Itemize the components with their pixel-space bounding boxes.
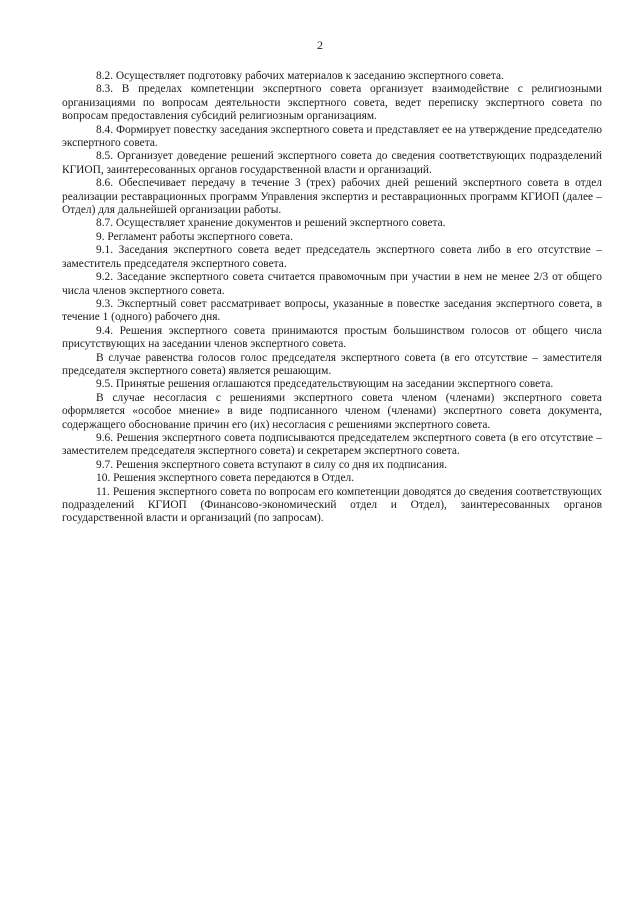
paragraph-11: 11. Решения экспертного совета по вопросам его компетенции доводятся до сведения соответствующих подразделений КГИОП (Финансово-экономический отдел и Отдел), заинтересованных органов государственной власти и организаций (по запросам). [62,485,602,525]
paragraph-9-4-tie-vote: В случае равенства голосов голос председателя экспертного совета (в его отсутствие – заместителя председателя экспертного совета) является решающим. [62,351,602,377]
paragraph-8-7: 8.7. Осуществляет хранение документов и решений экспертного совета. [96,217,446,230]
section-heading-9: 9. Регламент работы экспертного совета. [96,230,293,243]
page-number: 2 [317,38,323,52]
paragraph-8-5: 8.5. Организует доведение решений экспертного совета до сведения соответствующих подразделений КГИОП, заинтересованных органов государственной власти и организаций. [62,150,602,176]
paragraph-9-1: 9.1. Заседания экспертного совета ведет председатель экспертного совета либо в его отсутствие – заместитель председателя экспертного совета. [62,244,602,270]
paragraph-8-3: 8.3. В пределах компетенции экспертного совета организует взаимодействие с религиозными организациями по вопросам деятельности экспертного совета, ведет переписку экспертного совета по вопросам предоставления субсидий религиозным организациям. [62,83,602,123]
paragraph-8-4: 8.4. Формирует повестку заседания экспертного совета и представляет ее на утверждение председателю экспертного совета. [62,123,602,150]
paragraph-9-5-dissent: В случае несогласия с решениями экспертного совета членом (членами) экспертного совета оформляется «особое мнение» в виде подписанного членом (членами) экспертного совета документа, содержащего обоснование причин его (их) несогласия с решениями экспертного совета. [62,391,602,431]
paragraph-8-6: 8.6. Обеспечивает передачу в течение 3 (трех) рабочих дней решений экспертного совета в отдел реализации реставрационных программ Управления экспертиз и реставрационных программ КГИОП (далее – Отдел) для дальнейшей организации работы. [62,177,602,217]
paragraph-9-4: 9.4. Решения экспертного совета принимаются простым большинством голосов от общего числа присутствующих на заседании членов экспертного совета. [62,324,602,351]
paragraph-10: 10. Решения экспертного совета передаются в Отдел. [96,472,355,485]
paragraph-9-6: 9.6. Решения экспертного совета подписываются председателем экспертного совета (в его отсутствие – заместителем председателя экспертного совета) и секретарем экспертного совета. [62,431,602,458]
paragraph-9-5: 9.5. Принятые решения оглашаются председательствующим на заседании экспертного совета. [96,378,554,391]
paragraph-9-2: 9.2. Заседание экспертного совета считается правомочным при участии в нем не менее 2/3 от общего числа членов экспертного совета. [62,271,602,297]
paragraph-9-7: 9.7. Решения экспертного совета вступают в силу со дня их подписания. [96,458,448,471]
paragraph-9-3: 9.3. Экспертный совет рассматривает вопросы, указанные в повестке заседания экспертного совета, в течение 1 (одного) рабочего дня. [62,297,602,324]
paragraph-8-2: 8.2. Осуществляет подготовку рабочих материалов к заседанию экспертного совета. [96,70,504,82]
document-body [62,70,602,526]
